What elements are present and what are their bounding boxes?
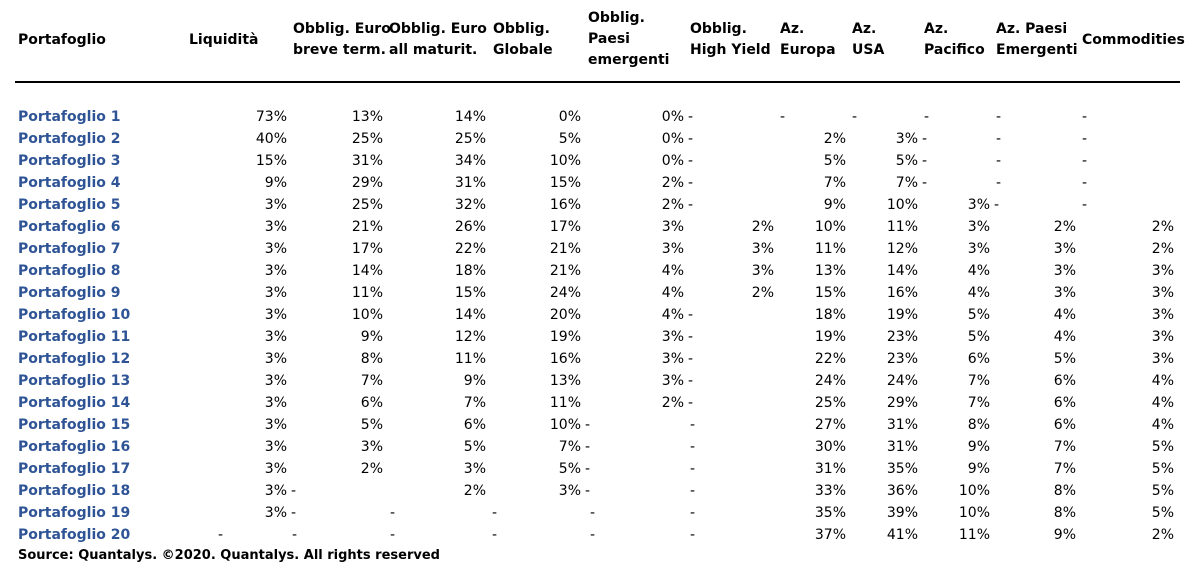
table-cell: 3% [264,351,287,367]
table-cell: 9% [967,461,990,477]
table-cell: 2% [463,483,486,499]
table-cell: 4% [1053,329,1076,345]
table-cell: - [688,307,694,323]
table-cell: - [996,153,1002,169]
table-cell: 37% [814,527,846,543]
table-cell: - [585,439,591,455]
table-cell: 15% [255,153,287,169]
table-cell: 10% [958,483,990,499]
table-cell: 2% [661,197,684,213]
table-cell: 0% [661,109,684,125]
table-cell: 24% [549,285,581,301]
table-cell: 6% [967,351,990,367]
table-cell: - [924,109,930,125]
table-cell: 2% [661,395,684,411]
table-cell: 11% [814,241,846,257]
table-cell: 3% [1053,285,1076,301]
column-header-line: Pacifico [924,42,985,58]
column-header [293,19,391,61]
table-cell: 24% [886,373,918,389]
column-header-line: Obblig. [493,21,550,37]
table-cell: 3% [264,263,287,279]
table-cell: 3% [264,439,287,455]
column-header-line: Commodities [1082,32,1185,48]
column-header [18,30,106,51]
table-cell: 7% [558,439,581,455]
table-cell: 14% [454,307,486,323]
table-cell: 27% [814,417,846,433]
table-cell: 9% [1053,527,1076,543]
table-cell: 9% [264,175,287,191]
table-cell: - [590,505,596,521]
table-cell: 3% [661,373,684,389]
column-header [389,19,487,61]
table-cell: 3% [264,461,287,477]
table-cell: - [492,505,498,521]
table-cell: 30% [814,439,846,455]
table-cell: 5% [1053,351,1076,367]
table-cell: 3% [558,483,581,499]
column-header [1082,30,1185,51]
table-cell: - [688,175,694,191]
table-cell: 4% [967,285,990,301]
table-cell: 2% [1053,219,1076,235]
table-cell: 4% [661,285,684,301]
column-header-line: Obblig. [690,21,747,37]
table-cell: 41% [886,527,918,543]
table-cell: 4% [661,263,684,279]
column-header [690,19,771,61]
table-cell: 21% [549,241,581,257]
table-cell: 5% [895,153,918,169]
row-label: Portafoglio 1 [18,109,121,125]
table-cell: - [688,153,694,169]
table-cell: - [690,417,696,433]
row-label: Portafoglio 2 [18,131,121,147]
column-header [588,8,669,71]
column-header [493,19,553,61]
table-cell: 10% [886,197,918,213]
column-header-line: Az. Paesi [996,21,1068,37]
column-header-line: Az. [780,21,805,37]
table-cell: 3% [661,219,684,235]
table-cell: 19% [886,307,918,323]
table-cell: 21% [351,219,383,235]
table-cell: 5% [1151,505,1174,521]
table-cell: - [390,505,396,521]
column-header-line: Liquidità [189,32,259,48]
table-cell: 5% [967,329,990,345]
table-cell: 3% [264,197,287,213]
table-cell: 4% [1053,307,1076,323]
column-header [924,19,985,61]
table-cell: 3% [1151,329,1174,345]
table-cell: 25% [454,131,486,147]
column-header-line: Obblig. [588,10,645,26]
column-header-line: Europa [780,42,836,58]
table-cell: - [690,483,696,499]
table-cell: 34% [454,153,486,169]
table-cell: 31% [351,153,383,169]
row-label: Portafoglio 6 [18,219,121,235]
table-cell: 6% [1053,395,1076,411]
table-cell: 3% [264,505,287,521]
table-cell: - [291,505,297,521]
row-label: Portafoglio 9 [18,285,121,301]
table-cell: - [585,483,591,499]
table-cell: 33% [814,483,846,499]
table-cell: 5% [823,153,846,169]
table-cell: 13% [549,373,581,389]
table-cell: 10% [958,505,990,521]
table-cell: 9% [463,373,486,389]
table-cell: 5% [1151,439,1174,455]
table-cell: - [1082,153,1088,169]
table-cell: 3% [264,219,287,235]
table-cell: 10% [549,153,581,169]
row-label: Portafoglio 14 [18,395,131,411]
column-header [852,19,884,61]
table-cell: 2% [661,175,684,191]
table-cell: 2% [1151,219,1174,235]
table-cell: 2% [1151,241,1174,257]
table-cell: 7% [967,395,990,411]
table-cell: 39% [886,505,918,521]
table-cell: 73% [255,109,287,125]
table-cell: 22% [454,241,486,257]
table-cell: 4% [967,263,990,279]
table-cell: 23% [886,351,918,367]
table-cell: 10% [814,219,846,235]
column-header-line: Obblig. Euro [389,21,487,37]
table-cell: - [688,395,694,411]
column-header [780,19,836,61]
table-cell: 16% [549,351,581,367]
table-cell: 3% [264,373,287,389]
table-cell: - [291,483,297,499]
table-cell: - [390,527,396,543]
table-cell: 0% [558,109,581,125]
table-cell: 2% [751,285,774,301]
table-cell: 5% [558,131,581,147]
table-cell: 10% [549,417,581,433]
table-cell: 29% [886,395,918,411]
column-header-line: High Yield [690,42,771,58]
table-cell: 31% [886,417,918,433]
table-cell: - [590,527,596,543]
column-header-line: USA [852,42,885,58]
row-label: Portafoglio 13 [18,373,131,389]
table-cell: 3% [264,307,287,323]
column-header-line: breve term. [293,42,386,58]
table-cell: - [922,175,928,191]
table-cell: 36% [886,483,918,499]
table-cell: 4% [1151,373,1174,389]
table-cell: 35% [886,461,918,477]
table-cell: 6% [463,417,486,433]
table-cell: 16% [549,197,581,213]
table-cell: 4% [1151,417,1174,433]
table-cell: 23% [886,329,918,345]
column-header-line: Globale [493,42,553,58]
table-cell: - [780,109,786,125]
table-cell: 5% [1151,483,1174,499]
row-label: Portafoglio 11 [18,329,131,345]
table-cell: 11% [886,219,918,235]
table-cell: 7% [1053,439,1076,455]
table-cell: - [688,197,694,213]
column-header-line: Paesi [588,31,630,47]
table-cell: 19% [814,329,846,345]
table-cell: 8% [360,351,383,367]
table-cell: 25% [351,131,383,147]
table-cell: 3% [264,395,287,411]
table-cell: 2% [1151,527,1174,543]
table-cell: - [690,527,696,543]
table-cell: 3% [967,197,990,213]
table-cell: 12% [454,329,486,345]
table-cell: - [688,131,694,147]
table-cell: 32% [454,197,486,213]
table-cell: - [690,439,696,455]
table-cell: - [996,109,1002,125]
row-label: Portafoglio 15 [18,417,131,433]
table-cell: 3% [751,263,774,279]
table-cell: 12% [886,241,918,257]
column-header [996,19,1078,61]
table-cell: 3% [264,329,287,345]
table-cell: 2% [751,219,774,235]
table-cell: 3% [967,219,990,235]
table-cell: 4% [661,307,684,323]
table-cell: 3% [661,329,684,345]
table-cell: 13% [814,263,846,279]
table-cell: 3% [1053,241,1076,257]
table-cell: 14% [454,109,486,125]
table-cell: - [922,131,928,147]
row-label: Portafoglio 5 [18,197,121,213]
table-cell: - [1082,131,1088,147]
table-cell: 16% [886,285,918,301]
row-label: Portafoglio 8 [18,263,121,279]
row-label: Portafoglio 3 [18,153,121,169]
table-cell: 15% [454,285,486,301]
table-cell: 7% [823,175,846,191]
table-cell: 24% [814,373,846,389]
table-cell: 2% [823,131,846,147]
table-cell: - [688,329,694,345]
table-cell: 11% [549,395,581,411]
table-cell: 3% [264,483,287,499]
table-cell: 18% [814,307,846,323]
table-cell: - [996,175,1002,191]
row-label: Portafoglio 16 [18,439,131,455]
table-cell: - [690,461,696,477]
table-cell: 3% [1151,307,1174,323]
table-cell: 8% [1053,505,1076,521]
table-cell: 6% [1053,417,1076,433]
table-cell: 5% [463,439,486,455]
table-cell: - [996,131,1002,147]
table-cell: 6% [360,395,383,411]
table-cell: - [585,417,591,433]
table-cell: 17% [549,219,581,235]
table-cell: - [1082,109,1088,125]
table-cell: - [688,109,694,125]
column-header [189,30,258,51]
table-cell: 17% [351,241,383,257]
table-cell: 3% [360,439,383,455]
table-cell: 3% [1053,263,1076,279]
table-cell: 21% [549,263,581,279]
table-cell: 13% [351,109,383,125]
table-cell: - [585,461,591,477]
table-cell: 15% [549,175,581,191]
table-cell: 26% [454,219,486,235]
table-cell: 3% [661,241,684,257]
table-cell: 4% [1151,395,1174,411]
table-cell: 19% [549,329,581,345]
table-cell: 8% [967,417,990,433]
table-cell: 0% [661,153,684,169]
table-cell: 5% [558,461,581,477]
table-cell: 7% [967,373,990,389]
table-cell: 3% [895,131,918,147]
table-cell: - [922,153,928,169]
table-cell: 18% [454,263,486,279]
table-cell: 3% [1151,351,1174,367]
table-cell: 7% [360,373,383,389]
table-cell: 0% [661,131,684,147]
column-header-line: Emergenti [996,42,1078,58]
column-header-line: Portafoglio [18,32,106,48]
header-rule [15,81,1180,83]
row-label: Portafoglio 4 [18,175,121,191]
table-cell: 3% [1151,263,1174,279]
table-cell: 3% [264,285,287,301]
row-label: Portafoglio 19 [18,505,131,521]
row-label: Portafoglio 17 [18,461,131,477]
table-cell: - [1082,175,1088,191]
table-cell: 5% [967,307,990,323]
table-cell: - [994,197,1000,213]
table-cell: 3% [264,417,287,433]
table-cell: 9% [823,197,846,213]
column-header-line: Obblig. Euro [293,21,391,37]
row-label: Portafoglio 12 [18,351,131,367]
table-cell: 11% [351,285,383,301]
table-cell: - [688,373,694,389]
table-cell: 3% [751,241,774,257]
table-cell: 22% [814,351,846,367]
table-cell: - [292,527,298,543]
table-cell: 9% [360,329,383,345]
table-cell: - [492,527,498,543]
row-label: Portafoglio 20 [18,527,131,543]
row-label: Portafoglio 7 [18,241,121,257]
table-cell: 3% [264,241,287,257]
table-cell: 35% [814,505,846,521]
table-cell: 7% [895,175,918,191]
table-cell: 3% [661,351,684,367]
table-cell: 9% [967,439,990,455]
column-header-line: all maturit. [389,42,478,58]
table-cell: 15% [814,285,846,301]
table-cell: 3% [463,461,486,477]
table-cell: 6% [1053,373,1076,389]
table-cell: - [218,527,224,543]
table-cell: - [690,505,696,521]
table-cell: 7% [463,395,486,411]
table-cell: 25% [814,395,846,411]
column-header-line: emergenti [588,52,670,68]
table-cell: 40% [255,131,287,147]
table-cell: 11% [454,351,486,367]
table-cell: 8% [1053,483,1076,499]
table-cell: 2% [360,461,383,477]
table-cell: 14% [886,263,918,279]
table-cell: 5% [360,417,383,433]
table-cell: 11% [958,527,990,543]
row-label: Portafoglio 18 [18,483,131,499]
table-cell: 3% [967,241,990,257]
table-cell: - [688,351,694,367]
table-cell: 7% [1053,461,1076,477]
column-header-line: Az. [924,21,949,37]
table-cell: 25% [351,197,383,213]
table-cell: - [852,109,858,125]
table-cell: 14% [351,263,383,279]
table-cell: 31% [454,175,486,191]
table-cell: 31% [814,461,846,477]
table-cell: 20% [549,307,581,323]
row-label: Portafoglio 10 [18,307,131,323]
table-cell: 5% [1151,461,1174,477]
column-header-line: Az. [852,21,877,37]
table-cell: 3% [1151,285,1174,301]
table-cell: - [1082,197,1088,213]
source-note: Source: Quantalys. ©2020. Quantalys. All rights reserved [18,548,440,563]
table-cell: 10% [351,307,383,323]
table-cell: 29% [351,175,383,191]
table-cell: 31% [886,439,918,455]
